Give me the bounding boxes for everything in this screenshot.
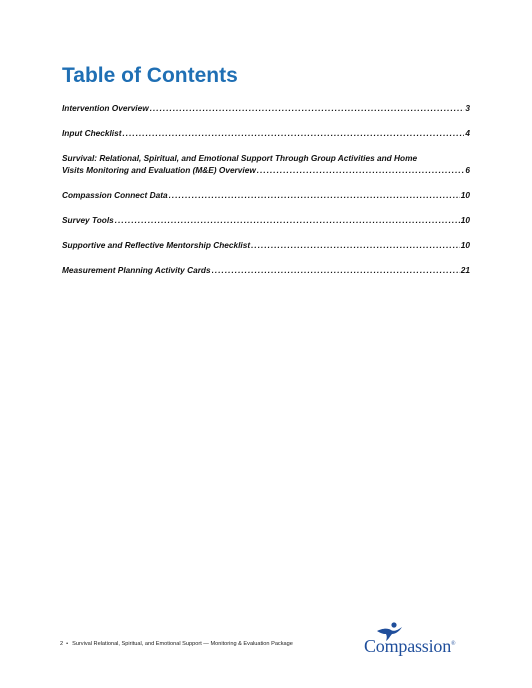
dot-leader: [251, 239, 460, 251]
footer-bullet: •: [66, 641, 69, 647]
toc-title: Table of Contents: [62, 64, 238, 87]
page-footer: [60, 641, 293, 647]
toc-entry-page: 6: [465, 165, 470, 175]
toc-entry-mentorship-checklist[interactable]: [62, 239, 470, 251]
toc-list: [62, 102, 470, 289]
dot-leader: [150, 102, 465, 114]
logo-registered-mark: ®: [451, 641, 456, 647]
toc-entry-activity-cards[interactable]: [62, 264, 470, 276]
toc-entry-intervention-overview[interactable]: [62, 102, 470, 114]
compassion-logo: [362, 622, 466, 660]
toc-entry-page: 4: [465, 128, 470, 138]
toc-entry-label: Supportive and Reflective Mentorship Checklist: [62, 240, 251, 250]
dot-leader: [122, 127, 464, 139]
toc-entry-label: Measurement Planning Activity Cards: [62, 265, 211, 275]
dot-leader: [257, 164, 465, 176]
toc-entry-compassion-connect-data[interactable]: [62, 189, 470, 201]
toc-entry-label-line1: Survival: Relational, Spiritual, and Emotional Support Through Group Activities and Home: [62, 153, 418, 163]
logo-wordmark: [364, 636, 455, 657]
toc-entry-line2: [62, 164, 470, 176]
dot-leader: [115, 214, 460, 226]
logo-text: Compassion: [364, 636, 452, 656]
toc-entry-label: Survey Tools: [62, 215, 114, 225]
toc-entry-label: Intervention Overview: [62, 103, 149, 113]
dot-leader: [169, 189, 460, 201]
dot-leader: [212, 264, 460, 276]
toc-entry-page: 10: [460, 240, 470, 250]
toc-entry-page: 21: [460, 265, 470, 275]
toc-entry-survey-tools[interactable]: [62, 214, 470, 226]
toc-entry-page: 10: [460, 215, 470, 225]
toc-entry-label-line2: Visits Monitoring and Evaluation (M&E) Overview: [62, 165, 256, 175]
toc-entry-survival-me-overview[interactable]: [62, 152, 470, 176]
toc-entry-page: 10: [460, 190, 470, 200]
toc-entry-input-checklist[interactable]: [62, 127, 470, 139]
footer-document-title: Survival Relational, Spiritual, and Emotional Support — Monitoring & Evaluation Package: [72, 641, 293, 647]
footer-page-number: 2: [60, 641, 64, 647]
toc-entry-label: Input Checklist: [62, 128, 122, 138]
toc-entry-page: 3: [465, 103, 470, 113]
toc-entry-label: Compassion Connect Data: [62, 190, 168, 200]
